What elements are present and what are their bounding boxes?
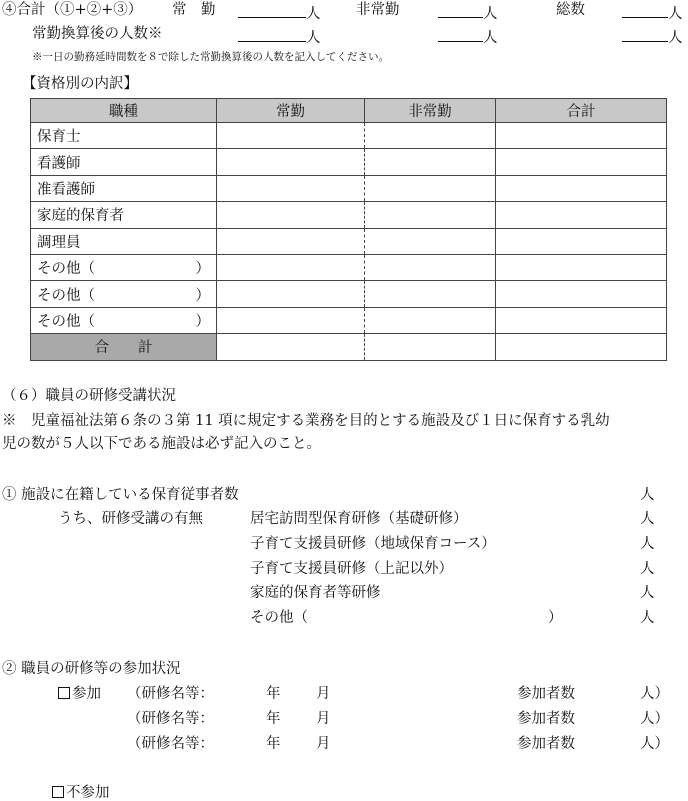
total-cell[interactable] — [496, 123, 667, 149]
month-label: 月 — [316, 711, 331, 727]
participants-label: 参加者数 — [517, 736, 575, 752]
checkbox-icon[interactable] — [52, 786, 64, 798]
total-cell[interactable] — [496, 307, 667, 333]
course-other-close: ） — [548, 610, 563, 626]
month-label: 月 — [316, 736, 331, 752]
year-label: 年 — [266, 736, 281, 752]
attend-checkbox[interactable]: 参加 — [58, 687, 101, 702]
course-item: 子育て支援員研修（地域保育コース） — [250, 536, 496, 552]
total-cell[interactable] — [496, 281, 667, 307]
row-label-other[interactable]: その他（ ） — [31, 307, 217, 333]
training-subtitle: うち、研修受講の有無 — [58, 511, 203, 527]
course-item: 居宅訪問型保育研修（基礎研修） — [250, 511, 468, 527]
overall-label: 総数 — [556, 2, 585, 18]
training-name-open: （研修名等： — [127, 711, 214, 727]
table-row — [31, 228, 667, 254]
row-label-other[interactable]: その他（ ） — [31, 254, 217, 280]
table-row — [31, 281, 667, 307]
total-cell[interactable] — [496, 175, 667, 201]
total-cell[interactable] — [496, 202, 667, 228]
course-unit: 人 — [640, 511, 655, 527]
fulltime-label: 常 勤 — [172, 2, 216, 18]
parttime-total-cell[interactable] — [365, 334, 496, 360]
item1-label: ① 施設に在籍している保育従事者数 — [2, 487, 239, 503]
participants-label: 参加者数 — [517, 711, 575, 727]
table-row — [31, 254, 667, 280]
parttime-cell[interactable] — [365, 202, 496, 228]
participants-close: 人） — [640, 686, 669, 702]
item1-unit: 人 — [640, 487, 655, 503]
converted-fulltime-blank[interactable]: 人 — [238, 27, 321, 46]
total-cell[interactable] — [496, 228, 667, 254]
col-header-parttime: 非常勤 — [365, 99, 496, 123]
overall-blank[interactable]: 人 — [622, 3, 683, 22]
total-cell[interactable] — [496, 149, 667, 175]
table-row — [31, 149, 667, 175]
fulltime-cell[interactable] — [217, 254, 365, 280]
total-row-label: 合 計 — [31, 334, 217, 360]
course-item: 家庭的保育者等研修 — [250, 585, 381, 601]
conversion-note: ※一日の勤務延時間数を８で除した常勤換算後の人数を記入してください。 — [32, 51, 389, 63]
converted-parttime-blank[interactable]: 人 — [438, 27, 498, 46]
training-note-line1: ※ 児童福祉法第６条の３第 11 項に規定する業務を目的とする施設及び１日に保育する乳幼 — [2, 413, 610, 429]
parttime-cell[interactable] — [365, 281, 496, 307]
total-label: ④合計（①+②+③） — [2, 2, 143, 18]
row-label-other[interactable]: その他（ ） — [31, 281, 217, 307]
parttime-cell[interactable] — [365, 307, 496, 333]
parttime-cell[interactable] — [365, 175, 496, 201]
absent-checkbox[interactable]: 不参加 — [52, 786, 110, 801]
col-header-fulltime: 常勤 — [217, 99, 365, 123]
month-label: 月 — [316, 686, 331, 702]
row-label: 家庭的保育者 — [31, 202, 217, 228]
row-label: 保育士 — [31, 123, 217, 149]
item2-label: ② 職員の研修等の参加状況 — [2, 661, 181, 677]
converted-overall-blank[interactable]: 人 — [622, 27, 683, 46]
training-note-line2: 児の数が５人以下である施設は必ず記入のこと。 — [2, 436, 321, 452]
table-row — [31, 307, 667, 333]
parttime-cell[interactable] — [365, 123, 496, 149]
training-name-open: （研修名等： — [127, 736, 214, 752]
fulltime-cell[interactable] — [217, 175, 365, 201]
fulltime-cell[interactable] — [217, 307, 365, 333]
fulltime-cell[interactable] — [217, 149, 365, 175]
fulltime-cell[interactable] — [217, 202, 365, 228]
table-header-row — [31, 99, 667, 123]
training-section-title: （６）職員の研修受講状況 — [2, 388, 176, 404]
parttime-label: 非常勤 — [356, 2, 400, 18]
course-unit: 人 — [640, 585, 655, 601]
qualification-heading: 【資格別の内訳】 — [22, 76, 138, 92]
qualification-table — [30, 98, 667, 361]
row-label: 准看護師 — [31, 175, 217, 201]
checkbox-icon[interactable] — [58, 687, 70, 699]
fulltime-cell[interactable] — [217, 123, 365, 149]
parttime-cell[interactable] — [365, 254, 496, 280]
year-label: 年 — [266, 711, 281, 727]
fulltime-total-cell[interactable] — [217, 334, 365, 360]
course-unit: 人 — [640, 610, 655, 626]
participants-label: 参加者数 — [517, 686, 575, 702]
fulltime-cell[interactable] — [217, 228, 365, 254]
fulltime-blank[interactable]: 人 — [238, 3, 321, 22]
col-header-job: 職種 — [31, 99, 217, 123]
parttime-cell[interactable] — [365, 149, 496, 175]
total-cell[interactable] — [496, 254, 667, 280]
year-label: 年 — [266, 686, 281, 702]
table-row — [31, 202, 667, 228]
parttime-cell[interactable] — [365, 228, 496, 254]
course-unit: 人 — [640, 536, 655, 552]
course-item: 子育て支援員研修（上記以外） — [250, 561, 453, 577]
col-header-total: 合計 — [496, 99, 667, 123]
table-row — [31, 175, 667, 201]
participants-close: 人） — [640, 711, 669, 727]
converted-label: 常勤換算後の人数※ — [32, 26, 163, 42]
course-unit: 人 — [640, 561, 655, 577]
course-item-other[interactable]: その他（ — [250, 610, 308, 626]
training-name-open: （研修名等： — [127, 686, 214, 702]
table-total-row — [31, 334, 667, 360]
row-label: 調理員 — [31, 228, 217, 254]
participants-close: 人） — [640, 736, 669, 752]
grand-total-cell[interactable] — [496, 334, 667, 360]
table-row — [31, 123, 667, 149]
parttime-blank[interactable]: 人 — [438, 3, 498, 22]
row-label: 看護師 — [31, 149, 217, 175]
fulltime-cell[interactable] — [217, 281, 365, 307]
